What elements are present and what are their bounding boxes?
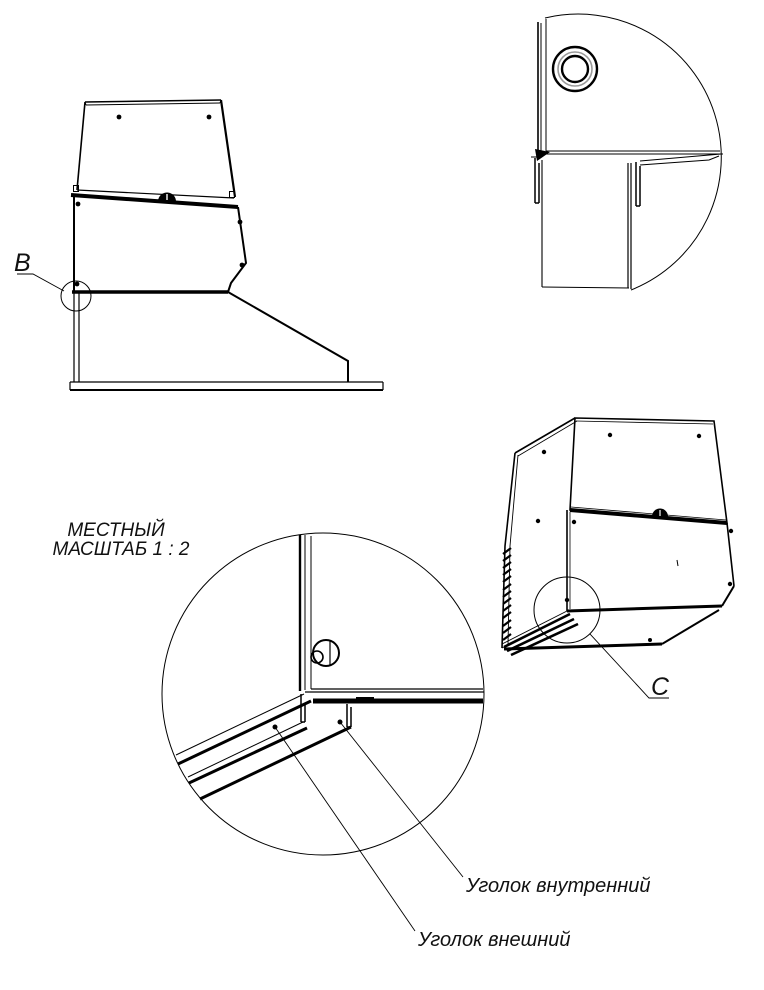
outer-bracket-label: Уголок внешний xyxy=(418,929,571,951)
detail-b-label: В xyxy=(14,249,31,277)
rivet-dot xyxy=(565,598,569,602)
rivet-dot xyxy=(608,433,612,437)
fastener-tab xyxy=(356,697,374,703)
rivet-dot xyxy=(207,115,212,120)
inner-bracket-label: Уголок внутренний xyxy=(466,875,651,897)
rivet-dot xyxy=(75,282,80,287)
rivet-dot xyxy=(76,202,81,207)
rivet-dot xyxy=(729,529,733,533)
detail-c-label: С xyxy=(651,673,670,701)
rivet-dot xyxy=(238,220,243,225)
rivet-dot xyxy=(240,263,245,268)
rivet-dot xyxy=(728,582,732,586)
scale-note-line2: МАСШТАБ 1 : 2 xyxy=(52,539,190,560)
rivet-dot xyxy=(536,519,540,523)
rivet-dot xyxy=(542,450,546,454)
rivet-dot xyxy=(697,434,701,438)
rivet-dot xyxy=(648,638,652,642)
rivet-dot xyxy=(572,520,576,524)
rivet-dot xyxy=(117,115,122,120)
scale-note-line1: МЕСТНЫЙ xyxy=(67,520,165,541)
